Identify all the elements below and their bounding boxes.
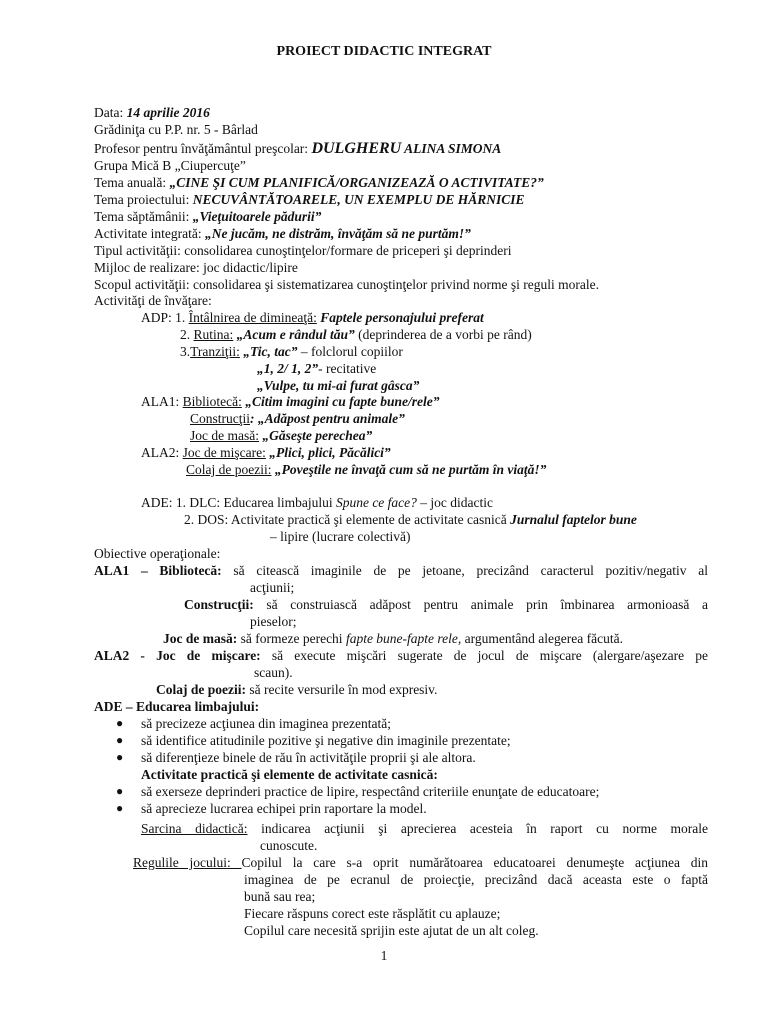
obj-constructii-text: să construiască adăpost pentru animale prin îmbinarea armonioasă a <box>253 597 708 612</box>
ade-line-2 <box>184 512 637 528</box>
adp-line-2 <box>180 327 532 343</box>
reguli-text: Copilul la care s-a oprit numărătoarea educatoarei denumeşte acţiunea din <box>241 855 708 870</box>
obj-ala1-cont: acţiunii; <box>250 580 295 595</box>
practica-bullet-1: să exerseze deprinderi practice de lipire, respectând criteriile enunţate de educatoare; <box>141 784 600 799</box>
joc-masa-line <box>190 428 372 444</box>
week-theme-label: Tema săptămânii: <box>94 209 193 224</box>
ala1-value: „Citim imagini cu fapte bune/rele” <box>241 394 440 409</box>
obj-joc-masa-rest: argumentând alegerea făcută. <box>461 631 623 646</box>
project-theme-label: Tema proiectului: <box>94 192 193 207</box>
practica-heading: Activitate practică şi elemente de activitate casnică: <box>141 767 438 782</box>
reguli-line-5: Copilul care necesită sprijin este ajutat de un alt coleg. <box>244 923 539 938</box>
reguli-line-4: Fiecare răspuns corect este răsplătit cu aplauze; <box>244 906 501 921</box>
adp-3-prefix: 3. <box>180 344 191 359</box>
annual-theme-label: Tema anuală: <box>94 175 170 190</box>
adp-2-prefix: 2. <box>180 327 194 342</box>
date-label: Data: <box>94 105 127 120</box>
reguli-line <box>133 855 708 871</box>
annual-theme-value: „CINE ŞI CUM PLANIFICĂ/ORGANIZEAZĂ O ACTIVITATE?” <box>169 175 544 190</box>
ala2-prefix: ALA2: <box>141 445 183 460</box>
obj-ala2-text: să execute mişcări sugerate de jocul de mişcare (alergare/aşezare pe <box>260 648 709 663</box>
ade-bullet-1: să precizeze acţiunea din imaginea prezentată; <box>141 716 391 731</box>
ala1-line <box>141 394 440 410</box>
adp-1-label: Întâlnirea de dimineaţă: <box>188 310 317 325</box>
sarcina-cont: cunoscute. <box>260 838 318 853</box>
adp-2-label: Rutina: <box>193 327 234 342</box>
obj-colaj-label: Colaj de poezii: <box>156 682 246 697</box>
bullet-icon: ● <box>116 801 124 815</box>
week-theme-line <box>94 209 321 225</box>
adp-3-rest: – folclorul copiilor <box>297 344 403 359</box>
obj-constructii-line <box>184 597 708 613</box>
joc-masa-label: Joc de masă: <box>190 428 259 443</box>
reguli-label: Regulile jocului: <box>133 855 242 870</box>
ala1-label: Bibliotecă: <box>182 394 242 409</box>
adp-4-rest: - recitative <box>318 361 377 376</box>
obj-constructii-cont: pieselor; <box>250 614 297 629</box>
ade-1-prefix: ADE: 1. DLC: Educarea limbajului <box>141 495 336 510</box>
obj-ala1-label: ALA1 – Bibliotecă: <box>94 563 222 578</box>
ade-bullet-3: să diferenţieze binele de rău în activităţile proprii şi ale altora. <box>141 750 476 765</box>
sarcina-text: indicarea acţiunii şi aprecierea acesteia în raport cu norme morale <box>247 821 709 836</box>
ade-2-prefix: 2. DOS: Activitate practică şi elemente de activitate casnică <box>184 512 511 527</box>
date-value: 14 aprilie 2016 <box>126 105 210 120</box>
adp-line-4 <box>257 361 376 377</box>
adp-5-value: „Vulpe, tu mi-ai furat gâsca” <box>257 378 420 393</box>
colaj-line <box>186 462 546 478</box>
sarcina-line <box>141 821 708 837</box>
integrated-label: Activitate integrată: <box>94 226 205 241</box>
reguli-line-2: imaginea de pe ecranul de proiecţie, precizând dacă aceasta este o faptă <box>244 872 708 887</box>
colaj-value: „Poveştile ne învaţă cum să ne purtăm în viaţă!” <box>271 462 547 477</box>
ala2-line <box>141 445 391 461</box>
ade-line-3: – lipire (lucrare colectivă) <box>270 529 411 544</box>
adp-1-value: Faptele personajului preferat <box>316 310 484 325</box>
ade-2-value: Jurnalul faptelor bune <box>510 512 637 527</box>
obj-constructii-label: Construcţii: <box>184 597 254 612</box>
constructii-line <box>190 411 405 427</box>
adp-2-rest: (deprinderea de a vorbi pe rând) <box>354 327 532 342</box>
learning-activities-heading: Activităţi de învăţare: <box>94 293 212 308</box>
means-line: Mijloc de realizare: joc didactic/lipire <box>94 260 298 275</box>
adp-line-5 <box>257 378 419 394</box>
obj-ala2-cont: scaun). <box>254 665 293 680</box>
adp-3-value: „Tic, tac” <box>239 344 298 359</box>
group-line: Grupa Mică B „Ciupercuţe” <box>94 158 246 173</box>
teacher-line <box>94 141 501 157</box>
ade-1-rest: – joc didactic <box>416 495 494 510</box>
bullet-icon: ● <box>116 750 124 764</box>
activity-type-line: Tipul activităţii: consolidarea cunoştinţelor/formare de priceperi şi deprinderi <box>94 243 512 258</box>
adp-line-1 <box>141 310 484 326</box>
obj-joc-masa-text: să formeze perechi <box>237 631 346 646</box>
obj-ala1-text: să citească imaginile de pe jetoane, precizând caracterul pozitiv/negativ al <box>221 563 708 578</box>
annual-theme-line <box>94 175 544 191</box>
integrated-value: „Ne jucăm, ne distrăm, învăţăm să ne purtăm!” <box>204 226 471 241</box>
reguli-line-3: bună sau rea; <box>244 889 316 904</box>
ala2-value: „Plici, plici, Păcălici” <box>265 445 391 460</box>
constructii-label: Construcţii <box>190 411 250 426</box>
constructii-value: : „Adăpost pentru animale” <box>250 411 405 426</box>
ade-bullet-2: să identifice atitudinile pozitive şi negative din imaginile prezentate; <box>141 733 511 748</box>
week-theme-value: „Vieţuitoarele pădurii” <box>192 209 322 224</box>
obj-ala2-line <box>94 648 708 664</box>
obj-ala2-label: ALA2 - Joc de mişcare: <box>94 648 261 663</box>
date-line <box>94 105 210 121</box>
obj-colaj-text: să recite versurile în mod expresiv. <box>246 682 438 697</box>
sarcina-label: Sarcina didactică: <box>141 821 248 836</box>
purpose-line: Scopul activităţii: consolidarea şi sistematizarea cunoştinţelor privind norme şi reguli morale. <box>94 277 599 292</box>
ade-line-1 <box>141 495 493 511</box>
adp-4-value: „1, 2/ 1, 2” <box>257 361 319 376</box>
joc-masa-value: „Găseşte perechea” <box>258 428 373 443</box>
ala2-label: Joc de mişcare: <box>182 445 266 460</box>
teacher-surname: DULGHERU <box>311 140 402 157</box>
integrated-activity-line <box>94 226 471 242</box>
adp-line-3 <box>180 344 403 360</box>
obj-joc-masa-italic: fapte bune-fapte rele, <box>345 631 462 646</box>
obj-ade-heading: ADE – Educarea limbajului: <box>94 699 260 714</box>
bullet-icon: ● <box>116 784 124 798</box>
objectives-heading: Obiective operaţionale: <box>94 546 221 561</box>
obj-joc-masa-line <box>163 631 623 647</box>
teacher-given-name: ALINA SIMONA <box>401 141 502 156</box>
ala1-prefix: ALA1: <box>141 394 183 409</box>
page-number: 1 <box>380 948 388 963</box>
adp-2-value: „Acum e rândul tău” <box>233 327 355 342</box>
project-theme-value: NECUVÂNTĂTOARELE, UN EXEMPLU DE HĂRNICIE <box>192 192 525 207</box>
obj-colaj-line <box>156 682 437 698</box>
bullet-icon: ● <box>116 716 124 730</box>
practica-bullet-2: să aprecieze lucrarea echipei prin raportare la model. <box>141 801 427 816</box>
teacher-label: Profesor pentru învăţământul preşcolar: <box>94 141 312 156</box>
page-title: PROIECT DIDACTIC INTEGRAT <box>276 44 492 59</box>
kindergarten-line: Grădiniţa cu P.P. nr. 5 - Bârlad <box>94 122 258 137</box>
obj-joc-masa-label: Joc de masă: <box>163 631 238 646</box>
adp-1-prefix: ADP: 1. <box>141 310 189 325</box>
adp-3-label: Tranziţii: <box>190 344 240 359</box>
ade-1-value: Spune ce face? <box>335 495 417 510</box>
colaj-label: Colaj de poezii: <box>186 462 272 477</box>
obj-ala1-line <box>94 563 708 579</box>
project-theme-line <box>94 192 524 208</box>
bullet-icon: ● <box>116 733 124 747</box>
